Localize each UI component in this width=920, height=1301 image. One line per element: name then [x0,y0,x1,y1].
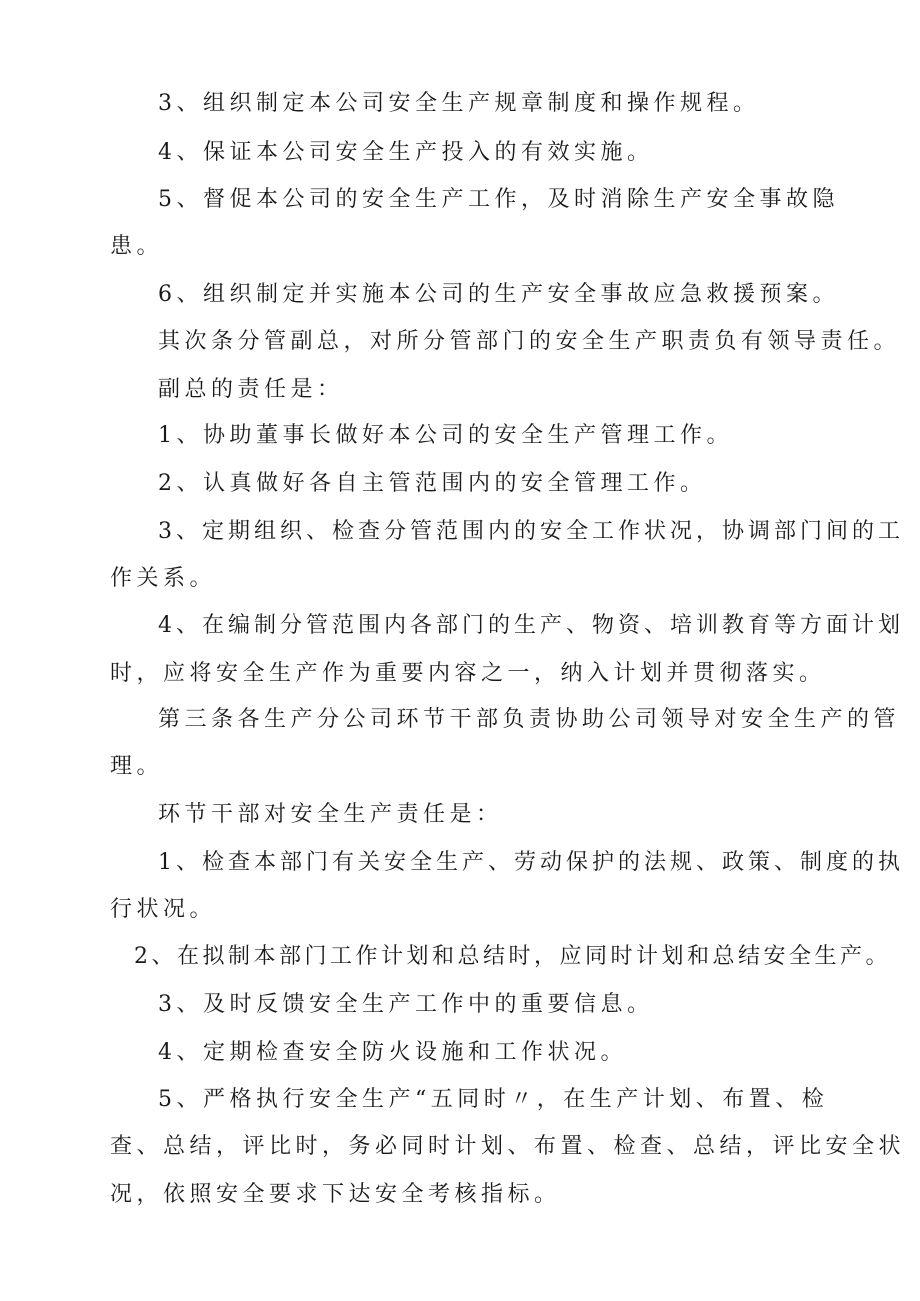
text-line: 副总的责任是： [158,377,344,402]
text-line: 4、保证本公司安全生产投入的有效实施。 [158,140,654,165]
text-line: 环节干部对安全生产责任是： [158,802,503,827]
text-line: 1、协助董事长做好本公司的安全生产管理工作。 [158,423,733,448]
text-line: 患。 [110,234,164,259]
text-line: 2、认真做好各自主管范围内的安全管理工作。 [158,471,707,496]
text-line: 行状况。 [110,897,217,922]
text-line: 作关系。 [110,566,217,591]
text-line: 其次条分管副总，对所分管部门的安全生产职责负有领导责任。 [158,329,901,354]
text-line: 况，依照安全要求下达安全考核指标。 [110,1182,561,1207]
text-line: 5、督促本公司的安全生产工作，及时消除生产安全事故隐 [158,187,839,212]
text-line: 6、组织制定并实施本公司的生产安全事故应急救援预案。 [158,282,839,307]
text-line: 1、检查本部门有关安全生产、劳动保护的法规、政策、制度的执 [158,850,904,875]
text-line: 查、总结，评比时，务必同时计划、布置、检查、总结，评比安全状 [110,1134,906,1159]
text-line: 2、在拟制本部门工作计划和总结时，应同时计划和总结安全生产。 [134,944,891,969]
text-line: 理。 [110,754,164,779]
text-line: 3、组织制定本公司安全生产规章制度和操作规程。 [158,91,760,116]
text-line: 4、定期检查安全防火设施和工作状况。 [158,1040,627,1065]
text-line: 5、严格执行安全生产“五同时〃，在生产计划、布置、检 [158,1087,829,1112]
text-line: 4、在编制分管范围内各部门的生产、物资、培训教育等方面计划 [158,613,904,638]
text-line: 时，应将安全生产作为重要内容之一，纳入计划并贯彻落实。 [110,661,826,686]
text-line: 3、及时反馈安全生产工作中的重要信息。 [158,992,654,1017]
text-line: 第三条各生产分公司环节干部负责协助公司领导对安全生产的管 [158,707,901,732]
text-line: 3、定期组织、检查分管范围内的安全工作状况，协调部门间的工 [158,519,904,544]
